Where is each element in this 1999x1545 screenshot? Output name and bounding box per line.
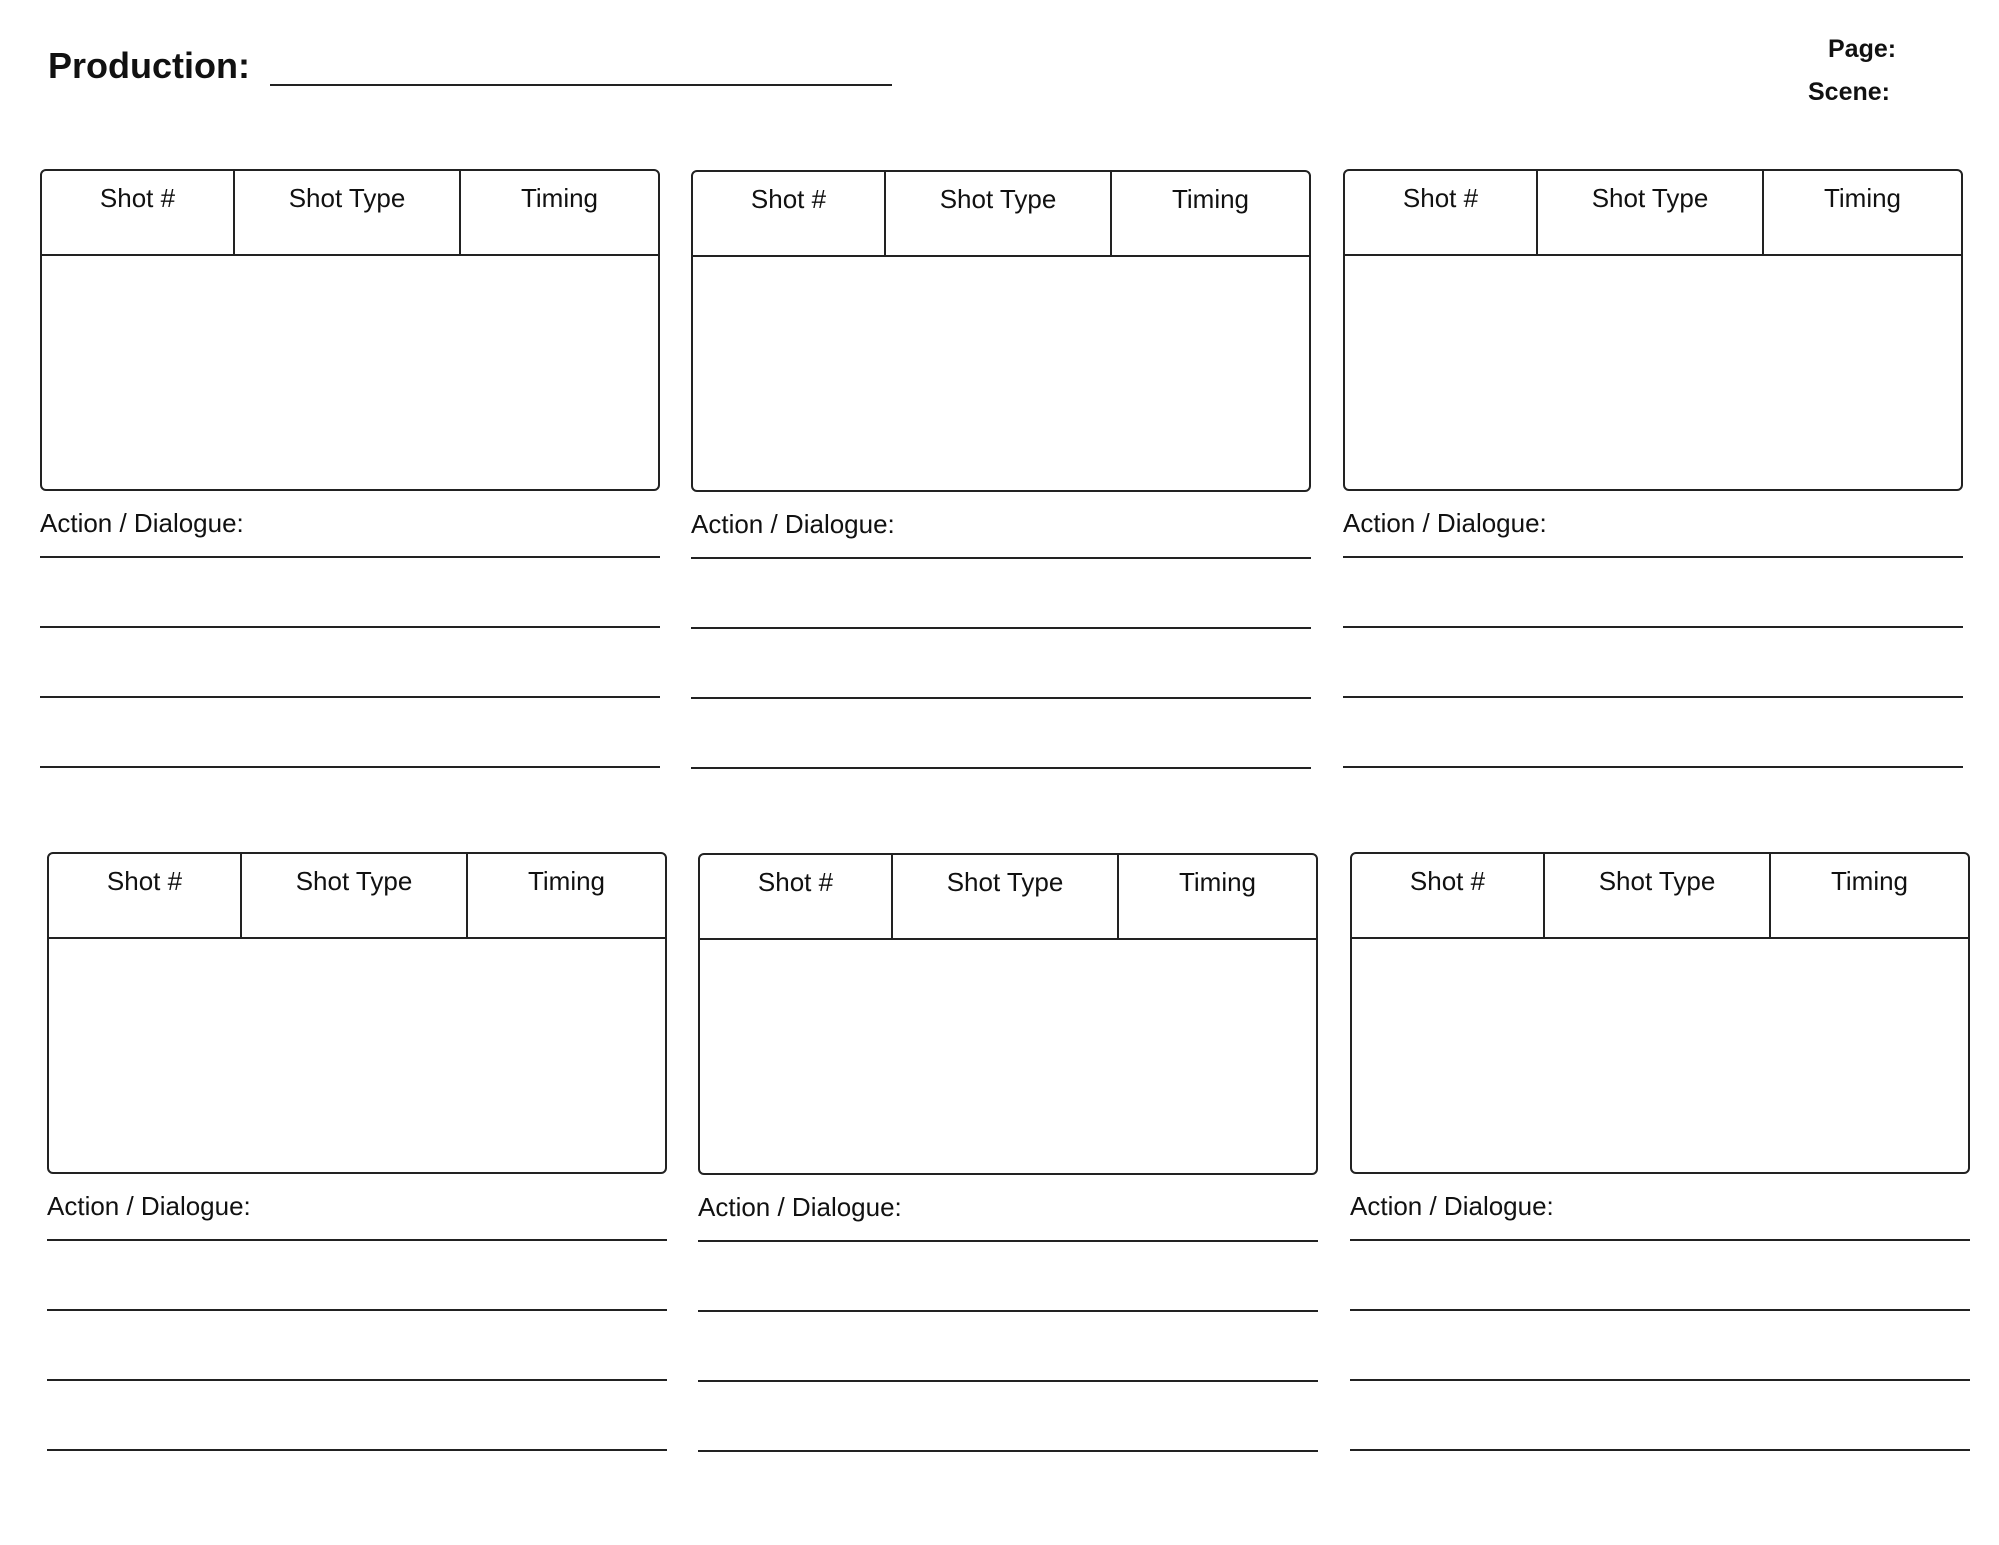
shot-number-cell: Shot # <box>693 172 886 255</box>
frame-header <box>1352 854 1968 939</box>
shot-type-cell: Shot Type <box>886 172 1112 255</box>
production-header <box>48 44 892 88</box>
shot-type-cell: Shot Type <box>235 171 461 254</box>
writing-line[interactable] <box>1350 1379 1970 1381</box>
frame-header <box>693 172 1309 257</box>
action-dialogue-label: Action / Dialogue: <box>40 508 244 538</box>
timing-cell: Timing <box>1830 866 1909 896</box>
shot-number-cell: Shot # <box>1352 854 1545 937</box>
shot-type-cell: Shot Type <box>893 855 1119 938</box>
timing-cell: Timing <box>1823 183 1902 213</box>
shot-number-cell: Shot # <box>42 171 235 254</box>
writing-line[interactable] <box>47 1379 667 1381</box>
shot-number-cell: Shot # <box>49 854 242 937</box>
writing-line[interactable] <box>691 627 1311 629</box>
writing-line[interactable] <box>691 697 1311 699</box>
timing-cell: Timing <box>520 183 599 213</box>
frame-box[interactable] <box>40 169 660 491</box>
writing-line[interactable] <box>47 1309 667 1311</box>
frame-header <box>700 855 1316 940</box>
writing-line[interactable] <box>1343 556 1963 558</box>
shot-number-cell: Shot # <box>700 855 893 938</box>
writing-line[interactable] <box>1350 1449 1970 1451</box>
frame-box[interactable] <box>1350 852 1970 1174</box>
frame-box[interactable] <box>1343 169 1963 491</box>
writing-line[interactable] <box>698 1310 1318 1312</box>
writing-line[interactable] <box>40 766 660 768</box>
writing-line[interactable] <box>47 1449 667 1451</box>
writing-line[interactable] <box>698 1240 1318 1242</box>
writing-line[interactable] <box>1350 1239 1970 1241</box>
action-dialogue-label: Action / Dialogue: <box>691 509 895 539</box>
writing-line[interactable] <box>1343 766 1963 768</box>
scene-label: Scene: <box>1808 78 1890 106</box>
shot-number-cell: Shot # <box>1345 171 1538 254</box>
frame-box[interactable] <box>691 170 1311 492</box>
frame-header <box>1345 171 1961 256</box>
action-dialogue-label: Action / Dialogue: <box>47 1191 251 1221</box>
writing-line[interactable] <box>691 557 1311 559</box>
action-dialogue-label: Action / Dialogue: <box>1343 508 1547 538</box>
writing-line[interactable] <box>1343 696 1963 698</box>
action-dialogue-label: Action / Dialogue: <box>698 1192 902 1222</box>
frame-box[interactable] <box>698 853 1318 1175</box>
shot-type-cell: Shot Type <box>242 854 468 937</box>
shot-type-cell: Shot Type <box>1545 854 1771 937</box>
frame-header <box>42 171 658 256</box>
timing-cell: Timing <box>527 866 606 896</box>
timing-cell: Timing <box>1178 867 1257 897</box>
writing-line[interactable] <box>1343 626 1963 628</box>
writing-line[interactable] <box>40 556 660 558</box>
frame-header <box>49 854 665 939</box>
writing-line[interactable] <box>40 626 660 628</box>
production-field-line[interactable] <box>270 84 892 86</box>
shot-type-cell: Shot Type <box>1538 171 1764 254</box>
writing-line[interactable] <box>698 1450 1318 1452</box>
timing-cell: Timing <box>1171 184 1250 214</box>
writing-line[interactable] <box>698 1380 1318 1382</box>
page-label: Page: <box>1828 35 1897 63</box>
writing-line[interactable] <box>47 1239 667 1241</box>
writing-line[interactable] <box>40 696 660 698</box>
production-label: Production: <box>48 45 250 86</box>
writing-line[interactable] <box>1350 1309 1970 1311</box>
action-dialogue-label: Action / Dialogue: <box>1350 1191 1554 1221</box>
writing-line[interactable] <box>691 767 1311 769</box>
frame-box[interactable] <box>47 852 667 1174</box>
